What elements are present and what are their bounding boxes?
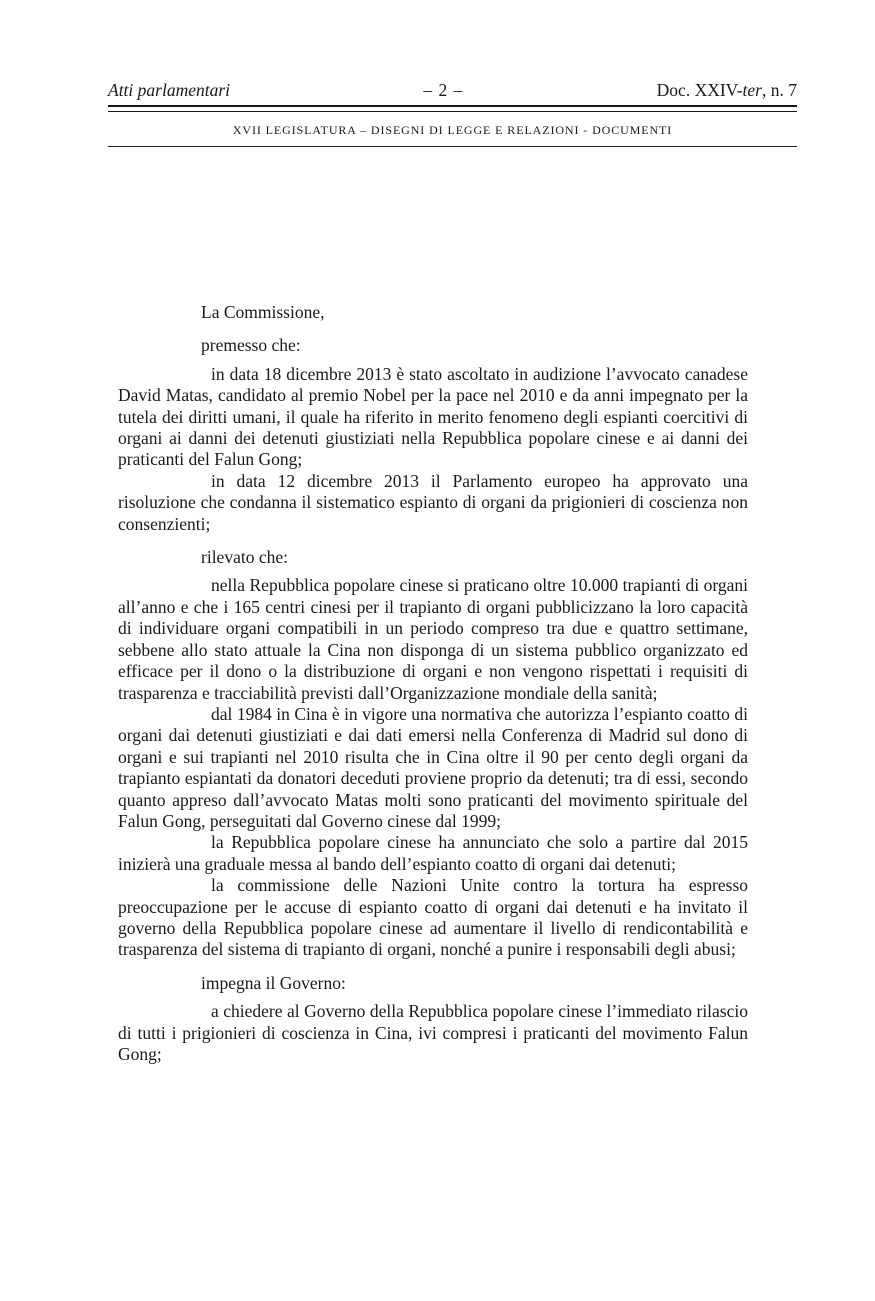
document-body [118,302,748,1065]
legislature-line: XVII LEGISLATURA – DISEGNI DI LEGGE E RELAZIONI - DOCUMENTI [232,123,673,137]
section-heading-rilevato: rilevato che: [201,547,288,568]
paragraph: dal 1984 in Cina è in vigore una normativa che autorizza l’espianto coatto di organi dai detenuti giustiziati e dai dati emersi nella Conferenza di Madrid sul dono di organi e sui trapianti nel 2010 risulta che in Cina oltre il 90 per cento degli organi da trapianto espiantati da donatori deceduti proviene proprio da detenuti; tra di essi, secondo quanto appreso dall’avvocato Matas molti sono praticanti del movimento spirituale del Falun Gong, perseguitati dal Governo cinese dal 1999; [118,703,748,831]
page-number: – 2 – [423,80,464,100]
doc-reference-suffix: , n. 7 [762,80,797,100]
paragraph: nella Repubblica popolare cinese si praticano oltre 10.000 trapianti di organi all’anno e che i 165 centri cinesi per il trapianto di organi pubblicizzano la loro capacità di individuare organi compatibili in un periodo compreso tra due e quattro settimane, sebbene allo stato attuale la Cina non disponga di un sistema pubblico organizzato ed efficace per il dono o la distribuzione di organi e non vengono rispettati i requisiti di trasparenza e tracciabilità previsti dall’Organizzazione mondiale della sanità; [118,575,748,703]
section-heading-premesso: premesso che: [201,335,301,356]
paragraph: la Repubblica popolare cinese ha annunciato che solo a partire dal 2015 inizierà una graduale messa al bando dell’espianto coatto di organi dai detenuti; [118,832,748,874]
doc-reference-prefix: Doc. XXIV- [656,80,743,100]
page-header [108,80,797,147]
paragraph: a chiedere al Governo della Repubblica popolare cinese l’immediato rilascio di tutti i prigionieri di coscienza in Cina, ivi compresi i praticanti del movimento Falun Gong; [118,1001,748,1064]
opening-line: La Commissione, [201,302,325,322]
header-double-rule [108,105,797,112]
doc-reference-italic: ter [742,80,762,100]
paragraph: in data 18 dicembre 2013 è stato ascoltato in audizione l’avvocato canadese David Matas, candidato al premio Nobel per la pace nel 2010 e da anni impegnato per la tutela dei diritti umani, il quale ha riferito in merito fenomeno degli espianti coercitivi di organi ai danni dei detenuti giustiziati nella Repubblica popolare cinese e ai danni dei praticanti del Falun Gong; [118,363,748,470]
journal-title: Atti parlamentari [108,80,231,100]
paragraph: la commissione delle Nazioni Unite contro la tortura ha espresso preoccupazione per le accuse di espianto coatto di organi dai detenuti e ha invitato il governo della Repubblica popolare cinese ad aumentare il livello di rendicontabilità e trasparenza del sistema di trapianto di organi, nonché a punire i responsabili degli abusi; [118,875,748,960]
paragraph: in data 12 dicembre 2013 il Parlamento europeo ha approvato una risoluzione che condanna il sistematico espianto di organi da prigionieri di coscienza non consenzienti; [118,470,748,534]
section-heading-impegna: impegna il Governo: [201,972,346,993]
header-single-rule [108,146,797,147]
doc-reference [657,80,797,100]
header-row [108,80,797,100]
